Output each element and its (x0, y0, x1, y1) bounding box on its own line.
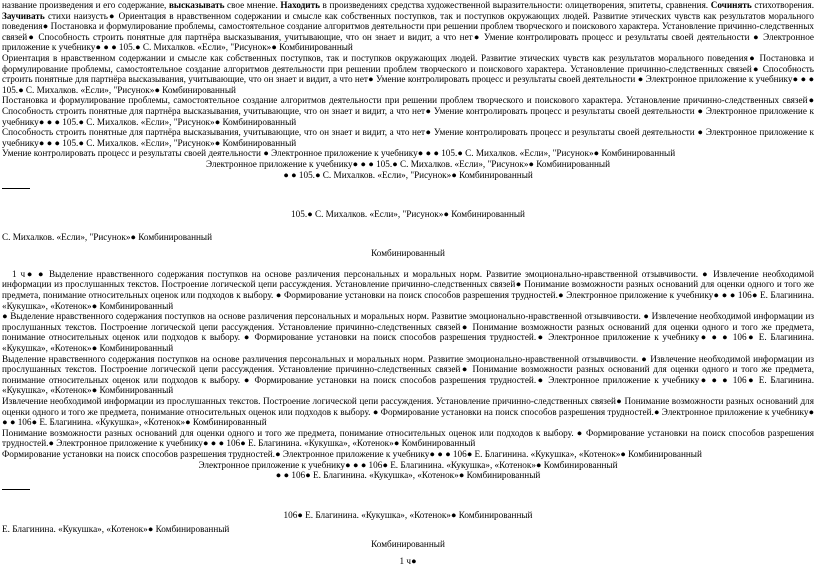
paragraph-8: Выделение нравственного содержания поступков на основе различения персональных и моральных норм. Развитие эмоционально-нравственной отзывчивости. ● Извлечение необходимой информации из прослушанных текстов. Построение логической цепи рассуждения. Установление причинно-следственных связей● Понимание возможности разных оснований для оценки одного и того же предмета, понимание относительных оценок или подходов к выбору. ● Формирование установки на поиск способов разрешения трудностей.● Электронное приложение к учебнику● ● ● 106● Е. Благинина. «Кукушка», «Котенок»● Комбинированный (2, 353, 814, 396)
left-line-1: С. Михалков. «Если», "Рисунок»● Комбинированный (2, 231, 212, 242)
paragraph-9: Извлечение необходимой информации из прослушанных текстов. Построение логической цепи рассуждения. Установление причинно-следственных связей● Понимание возможности разных оснований для оценки одного и того же предмета, понимание относительных оценок или подходов к выбору. ● Формирование установки на поиск способов разрешения трудностей.● Электронное приложение к учебнику● ● ● 106● Е. Благинина. «Кукушка», «Котенок»● Комбинированный (2, 396, 814, 428)
short-rule-2 (2, 489, 30, 490)
paragraph-11-line-3: ● ● 106● Е. Благинина. «Кукушка», «Котенок»● Комбинированный (275, 470, 541, 481)
centered-line-5: 1 ч● (399, 555, 417, 566)
centered-line-3: 106● Е. Благинина. «Кукушка», «Котенок»● Комбинированный (283, 509, 533, 520)
short-rule (2, 188, 30, 189)
left-line-2: Е. Благинина. «Кукушка», «Котенок»● Комбинированный (2, 524, 230, 535)
centered-line-2: Комбинированный (371, 248, 445, 259)
paragraph-11-line-1: Формирование установки на поиск способов разрешения трудностей.● Электронное приложение к учебнику● ● ● 106● Е. Благинина. «Кукушка», «Котенок»● Комбинированный (2, 448, 702, 459)
paragraph-10: Понимание возможности разных оснований для оценки одного и того же предмета, понимание относительных оценок или подходов к выбору. ● Формирование установки на поиск способов разрешения трудностей.● Электронное приложение к учебнику● ● ● 106● Е. Благинина. «Кукушка», «Котенок»● Комбинированный (2, 427, 814, 449)
centered-line-1: 105.● С. Михалков. «Если», "Рисунок»● Комбинированный (291, 209, 525, 220)
paragraph-1: название произведения и его содержание, высказывать свое мнение. Находить в произведениях средства художественной выразительности: олицетворения, эпитеты, сравнения. Сочинять стихотворения. Заучивать стихи наизусть● Ориентация в нравственном содержании и смысле как собственных поступков, так и поступков окружающих людей. Развитие этических чувств как результатов морального поведения● Постановка и формулирование проблемы, самостоятельное создание алгоритмов деятельности при решении проблем творческого и поискового характера. Установление причинно-следственных связей● Способность строить понятные для партнёра высказывания, учитывающие, что он знает и видит, а что нет● Умение контролировать процесс и результаты своей деятельности ● Электронное приложение к учебнику● ● ● 105.● С. Михалков. «Если», "Рисунок»● Комбинированный (2, 0, 815, 53)
paragraph-3: Постановка и формулирование проблемы, самостоятельное создание алгоритмов деятельности при решении проблем творческого и поискового характера. Установление причинно-следственных связей● Способность строить понятные для партнёра высказывания, учитывающие, что он знает и видит, а что нет● Умение контролировать процесс и результаты своей деятельности ● Электронное приложение к учебнику● ● ● 105.● С. Михалков. «Если», "Рисунок»● Комбинированный (2, 95, 814, 127)
paragraph-2: Ориентация в нравственном содержании и смысле как собственных поступков, так и поступков окружающих людей. Развитие этических чувств как результатов морального поведения● Постановка и формулирование проблемы, самостоятельное создание алгоритмов деятельности при решении проблем творческого и поискового характера. Установление причинно-следственных связей● Способность строить понятные для партнёра высказывания, учитывающие, что он знает и видит, а что нет● Умение контролировать процесс и результаты своей деятельности ● Электронное приложение к учебнику● ● ● 105.● С. Михалков. «Если», "Рисунок»● Комбинированный (2, 52, 814, 95)
paragraph-5-line-2: Электронное приложение к учебнику● ● ● 105.● С. Михалков. «Если», "Рисунок»● Комбинированный (205, 158, 610, 169)
paragraph-7: ● Выделение нравственного содержания поступков на основе различения персональных и моральных норм. Развитие эмоционально-нравственной отзывчивости. ● Извлечение необходимой информации из прослушанных текстов. Построение логической цепи рассуждения. Установление причинно-следственных связей● Понимание возможности разных оснований для оценки одного и того же предмета, понимание относительных оценок или подходов к выбору. ● Формирование установки на поиск способов разрешения трудностей.● Электронное приложение к учебнику● ● ● 106● Е. Благинина. «Кукушка», «Котенок»● Комбинированный (2, 311, 814, 354)
paragraph-11-line-2: Электронное приложение к учебнику● ● ● 106● Е. Благинина. «Кукушка», «Котенок»● Комбинированный (198, 459, 618, 470)
paragraph-6: 1 ч● ● Выделение нравственного содержания поступков на основе различения персональных и моральных норм. Развитие эмоционально-нравственной отзывчивости. ● Извлечение необходимой информации из прослушанных текстов. Построение логической цепи рассуждения. Установление причинно-следственных связей● Понимание возможности разных оснований для оценки одного и того же предмета, понимание относительных оценок или подходов к выбору. ● Формирование установки на поиск способов разрешения трудностей.● Электронное приложение к учебнику● ● ● 106● Е. Благинина. «Кукушка», «Котенок»● Комбинированный (2, 268, 814, 311)
paragraph-4: Способность строить понятные для партнёра высказывания, учитывающие, что он знает и видит, а что нет● Умение контролировать процесс и результаты своей деятельности ● Электронное приложение к учебнику● ● ● 105.● С. Михалков. «Если», "Рисунок»● Комбинированный (2, 127, 814, 148)
centered-line-4: Комбинированный (371, 538, 445, 549)
paragraph-5-line-1: Умение контролировать процесс и результаты своей деятельности ● Электронное приложение к учебнику● ● ● 105.● С. Михалков. «Если», "Рисунок»● Комбинированный (2, 148, 676, 159)
paragraph-5-line-3: ● ● 105.● С. Михалков. «Если», "Рисунок»● Комбинированный (283, 169, 533, 180)
